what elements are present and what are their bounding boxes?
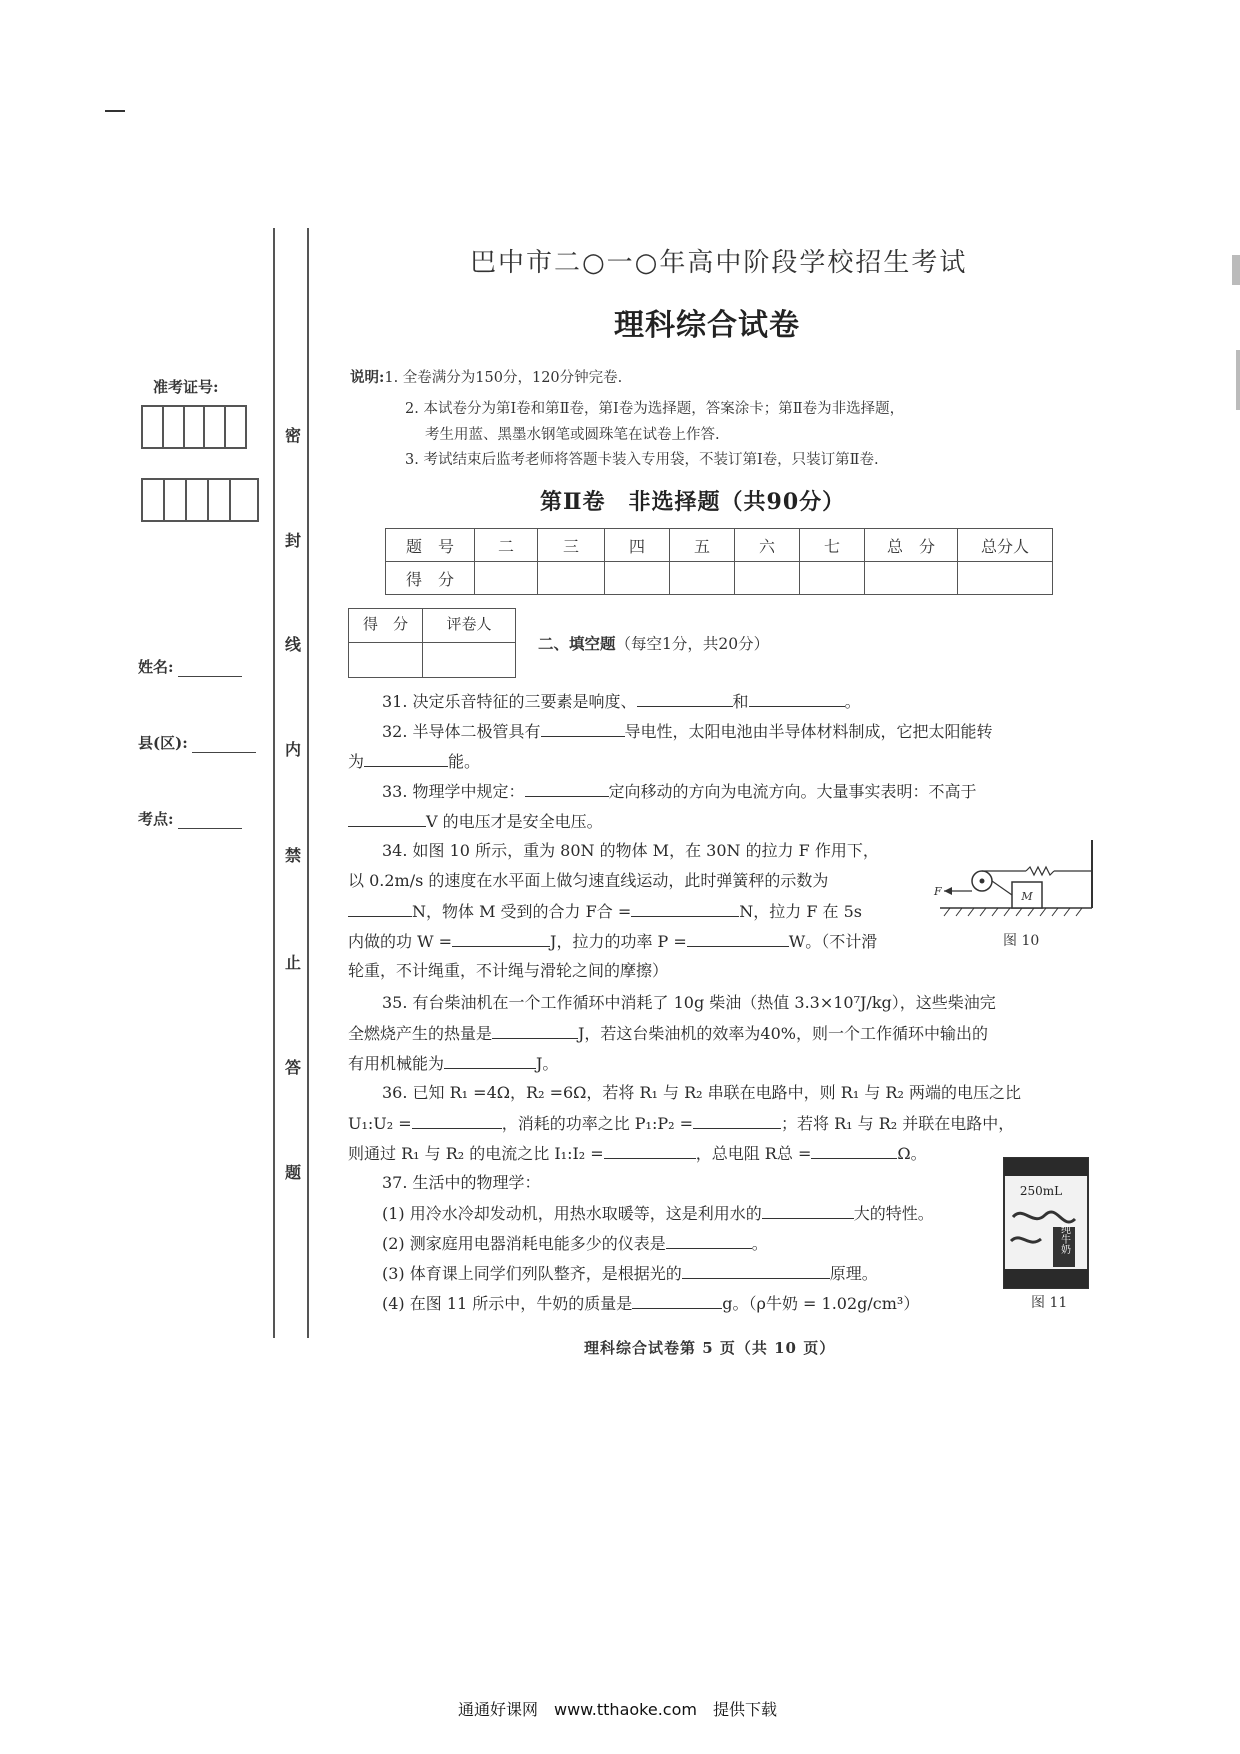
part-two-title: 二、填空题	[538, 634, 616, 653]
county-underline	[192, 738, 256, 753]
seal-char: 内	[284, 740, 301, 759]
answer-blank[interactable]	[811, 1142, 897, 1159]
answer-blank[interactable]	[348, 900, 412, 917]
answer-blank[interactable]	[749, 690, 845, 707]
answer-blank[interactable]	[632, 1292, 722, 1309]
instructions-label: 说明:	[350, 369, 385, 386]
score-cell[interactable]	[605, 562, 670, 595]
answer-blank[interactable]	[412, 1112, 502, 1129]
question-text: 定向移动的方向为电流方向。大量事实表明：不高于	[608, 782, 977, 801]
question-text: 则通过 R₁ 与 R₂ 的电流之比 I₁:I₂ =	[348, 1144, 604, 1163]
section-title: 第Ⅱ卷 非选择题（共90分）	[540, 489, 846, 515]
answer-blank[interactable]	[452, 930, 550, 947]
figure-11-milk-carton	[1003, 1157, 1089, 1289]
question-text: 原理。	[829, 1264, 878, 1283]
name-underline	[178, 662, 242, 677]
seal-char: 题	[284, 1163, 301, 1182]
grader-name-cell[interactable]	[423, 643, 515, 677]
table-header-cell: 总分人	[958, 529, 1053, 562]
score-cell[interactable]	[800, 562, 865, 595]
answer-blank[interactable]	[541, 720, 625, 737]
score-cell[interactable]	[475, 562, 538, 595]
answer-blank[interactable]	[666, 1232, 752, 1249]
score-cell[interactable]	[538, 562, 605, 595]
admission-number-boxes-1[interactable]	[141, 405, 247, 449]
question-34-line5: 轮重，不计绳重，不计绳与滑轮之间的摩擦）	[348, 961, 669, 980]
table-header-cell: 三	[538, 529, 605, 562]
binding-line-outer	[273, 228, 275, 1338]
question-text: 31. 决定乐音特征的三要素是响度、	[382, 692, 637, 711]
question-32-cont	[348, 750, 480, 773]
question-text: J。	[536, 1054, 559, 1073]
question-text: ，消耗的功率之比 P₁:P₂ =	[501, 1114, 694, 1133]
table-header-cell: 七	[800, 529, 865, 562]
name-field[interactable]	[138, 656, 242, 677]
name-label: 姓名:	[138, 658, 174, 676]
question-35-line2	[348, 1022, 988, 1045]
exam-site-field[interactable]	[138, 808, 242, 829]
answer-blank[interactable]	[682, 1262, 830, 1279]
figure-10-pulley-diagram	[930, 830, 1110, 918]
ground-hatching	[944, 908, 1082, 916]
score-table	[385, 528, 1053, 595]
score-cell[interactable]	[865, 562, 958, 595]
question-35: 35. 有台柴油机在一个工作循环中消耗了 10g 柴油（热值 3.3×10⁷J/kg），这些柴油完	[382, 993, 996, 1012]
question-34-line3	[348, 900, 862, 923]
arrow-head	[944, 887, 952, 895]
score-cell[interactable]	[958, 562, 1053, 595]
question-text: Ω。	[897, 1144, 927, 1163]
instruction-item: 1. 全卷满分为150分，120分钟完卷.	[384, 370, 623, 386]
county-field[interactable]	[138, 732, 256, 753]
answer-blank[interactable]	[364, 750, 448, 767]
spring-scale	[1026, 867, 1054, 875]
question-text: 33. 物理学中规定：	[382, 782, 525, 801]
question-text: g。（ρ牛奶 = 1.02g/cm³）	[722, 1294, 920, 1313]
question-37-part4	[382, 1292, 919, 1315]
instruction-item: 3. 考试结束后监考老师将答题卡装入专用袋，不装订第Ⅰ卷，只装订第Ⅱ卷.	[405, 452, 879, 468]
score-cell[interactable]	[670, 562, 735, 595]
question-34-line2: 以 0.2m/s 的速度在水平面上做匀速直线运动，此时弹簧秤的示数为	[348, 871, 829, 890]
answer-blank[interactable]	[444, 1052, 536, 1069]
admission-number-boxes-2[interactable]	[141, 478, 259, 522]
score-table-header-row	[386, 529, 1053, 562]
carton-top-band	[1004, 1158, 1088, 1176]
question-text: ；若将 R₁ 与 R₂ 并联在电路中，	[781, 1114, 1015, 1133]
answer-blank[interactable]	[631, 900, 739, 917]
question-text: (2) 测家庭用电器消耗电能多少的仪表是	[382, 1234, 666, 1253]
question-text: 和	[732, 692, 749, 711]
question-text: 大的特性。	[853, 1204, 934, 1223]
part-two-heading	[538, 632, 769, 654]
seal-char: 线	[284, 635, 301, 654]
table-header-cell: 总 分	[865, 529, 958, 562]
question-text: N，拉力 F 在 5s	[739, 902, 863, 921]
table-header-cell: 五	[670, 529, 735, 562]
question-31	[382, 690, 861, 713]
seal-char: 止	[284, 953, 301, 972]
question-37-part1	[382, 1202, 934, 1225]
grader-score-header: 得 分	[349, 609, 423, 643]
question-text: 。	[844, 692, 861, 711]
question-text: U₁:U₂ =	[348, 1114, 412, 1133]
score-table-score-row	[386, 562, 1053, 595]
question-text: 有用机械能为	[348, 1054, 445, 1073]
carton-body	[1004, 1158, 1088, 1288]
block-m-label: M	[1021, 890, 1033, 903]
question-text: (1) 用冷水冷却发动机，用热水取暖等，这是利用水的	[382, 1204, 762, 1223]
top-dash-mark	[105, 110, 125, 112]
question-text: J，若这台柴油机的效率为40%，则一个工作循环中输出的	[578, 1024, 988, 1043]
table-header-cell: 四	[605, 529, 670, 562]
grader-score-cell[interactable]	[349, 643, 423, 677]
question-37-part2	[382, 1232, 768, 1255]
score-cell[interactable]	[735, 562, 800, 595]
question-36: 36. 已知 R₁ =4Ω，R₂ =6Ω，若将 R₁ 与 R₂ 串联在电路中，则 R₁ 与 R₂ 两端的电压之比	[382, 1083, 1021, 1102]
carton-text: 纯牛奶	[1058, 1224, 1070, 1254]
question-36-line3	[348, 1142, 927, 1165]
carton-bottom-band	[1004, 1269, 1088, 1288]
exam-site-underline	[178, 814, 242, 829]
answer-blank[interactable]	[348, 810, 426, 827]
score-row-label: 得 分	[386, 562, 475, 595]
question-37: 37. 生活中的物理学：	[382, 1173, 541, 1192]
question-text: 内做的功 W =	[348, 932, 453, 951]
grader-table	[348, 608, 516, 678]
seal-char: 禁	[284, 846, 301, 865]
figure-10-caption: 图 10	[1003, 933, 1040, 949]
rope	[992, 881, 1012, 895]
force-label: F	[934, 885, 942, 898]
admission-number-label: 准考证号:	[153, 378, 219, 396]
question-text: 导电性，太阳电池由半导体材料制成，它把太阳能转	[624, 722, 993, 741]
answer-blank[interactable]	[637, 690, 733, 707]
question-35-line3	[348, 1052, 558, 1075]
grader-name-header: 评卷人	[423, 609, 515, 643]
question-text: 为	[348, 752, 365, 771]
county-label: 县(区):	[138, 734, 188, 752]
scan-edge-mark	[1232, 255, 1240, 285]
question-text: 32. 半导体二极管具有	[382, 722, 541, 741]
question-text: 全燃烧产生的热量是	[348, 1024, 493, 1043]
answer-blank[interactable]	[687, 930, 789, 947]
question-34: 34. 如图 10 所示，重为 80N 的物体 M，在 30N 的拉力 F 作用下，	[382, 841, 879, 860]
part-two-desc: （每空1分，共20分）	[615, 635, 770, 653]
answer-blank[interactable]	[762, 1202, 854, 1219]
question-text: ，总电阻 R总 =	[695, 1144, 812, 1163]
answer-blank[interactable]	[604, 1142, 696, 1159]
question-text: J，拉力的功率 P =	[550, 932, 687, 951]
table-header-cell: 题 号	[386, 529, 475, 562]
paper-title: 理科综合试卷	[614, 308, 800, 343]
seal-char: 密	[284, 426, 301, 445]
answer-blank[interactable]	[693, 1112, 781, 1129]
table-header-cell: 二	[475, 529, 538, 562]
question-37-part3	[382, 1262, 878, 1285]
question-text: W。（不计滑	[788, 932, 878, 951]
instructions-block	[350, 368, 622, 388]
exam-heading: 巴中市二○一○年高中阶段学校招生考试	[470, 248, 968, 278]
page-footer: 理科综合试卷第 5 页（共 10 页）	[584, 1339, 836, 1357]
question-32	[382, 720, 993, 743]
carton-volume: 250mL	[1019, 1184, 1063, 1198]
instruction-item: 2. 本试卷分为第Ⅰ卷和第Ⅱ卷，第Ⅰ卷为选择题，答案涂卡；第Ⅱ卷为非选择题，	[405, 401, 905, 417]
download-credit: 通通好课网 www.tthaoke.com 提供下载	[458, 1700, 777, 1719]
question-36-line2	[348, 1112, 1014, 1135]
exam-site-label: 考点:	[138, 810, 174, 828]
figure-11-caption: 图 11	[1031, 1295, 1068, 1311]
question-33	[382, 780, 977, 803]
pulley-axle	[980, 879, 985, 884]
answer-blank[interactable]	[525, 780, 609, 797]
question-text: N，物体 M 受到的合力 F合 =	[412, 902, 632, 921]
question-34-line4	[348, 930, 877, 953]
question-33-cont	[348, 810, 603, 833]
answer-blank[interactable]	[492, 1022, 578, 1039]
question-text: V 的电压才是安全电压。	[426, 812, 603, 831]
scan-edge-mark	[1236, 350, 1240, 410]
question-text: (4) 在图 11 所示中，牛奶的质量是	[382, 1294, 633, 1313]
instruction-item: 考生用蓝、黑墨水钢笔或圆珠笔在试卷上作答.	[425, 427, 720, 443]
binding-line-inner	[307, 228, 309, 1338]
question-text: 能。	[448, 752, 481, 771]
question-text: (3) 体育课上同学们列队整齐，是根据光的	[382, 1264, 682, 1283]
question-text: 。	[751, 1234, 768, 1253]
seal-char: 封	[284, 531, 301, 550]
table-header-cell: 六	[735, 529, 800, 562]
seal-char: 答	[284, 1058, 301, 1077]
